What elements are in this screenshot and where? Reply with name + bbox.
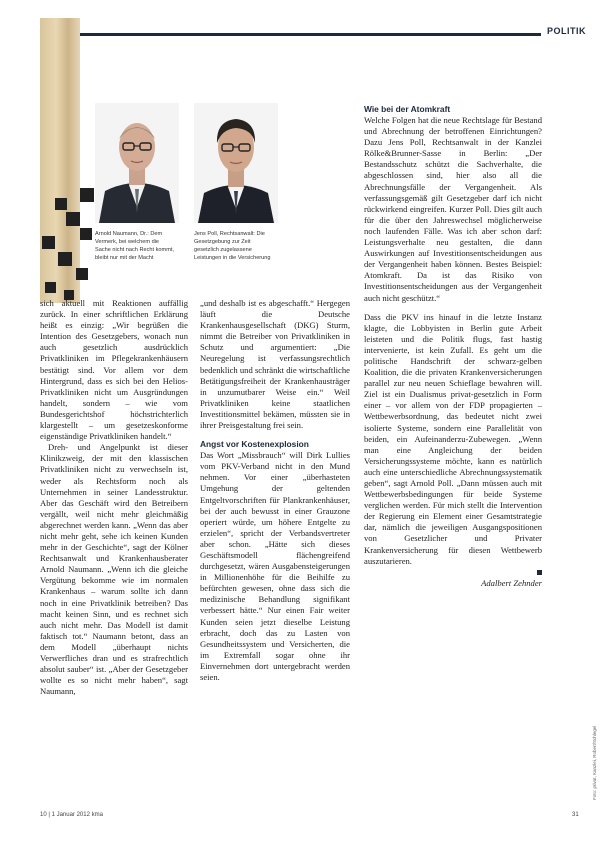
- decorative-square: [45, 282, 56, 293]
- article-column-2: [200, 298, 350, 798]
- author-signature: [364, 567, 542, 578]
- end-mark-icon: [537, 570, 542, 575]
- portrait-jens-poll: [194, 103, 278, 223]
- photo-caption-text: Arnold Naumann, Dr.: Dem Vermerk, bei welchem die Sache nicht nach Recht kommt, bleibt nur mit der Macht: [95, 231, 174, 261]
- decorative-square: [55, 198, 67, 210]
- paragraph: Dass die PKV ins hinauf in die letzte Instanz klagte, die Lobbyisten in Berlin gute Arbeit leisteten und die Politik flugs, fast hastig intervenierte, ist kein Zufall. Es geht um die politische Handschrift der schwarz-gelben Koalition, die die privaten Krankenversicherungen parallel zur neu neuen Schieflage bewahren will. Ziel ist ein Dualismus privat-gesetzlich in Form einer – vor allem von der FDP propagierten – Wettbewerbsordnung, das bedeutet nicht zwei isolierte Systeme, sondern eine Parallelität von beiden, ein Aufeinanderzu-Zubewegen. „Wenn man eine Angleichung der beiden Versicherungssysteme möchte, kann es natürlich auch eine unterschiedliche Abrechnungssystematik geben“, sagt Arnold Poll. „Dann müssen auch mit Wettbewerbsbedingungen für beide Systeme verglichen werden. Für mich stellt die Intervention der Regierung ein Element einer Gesamtstrategie dar, nämlich die jeweiligen Ausgangspositionen von Gesetzlicher und Privater Krankenversicherung für diesen Wettbewerb auszutarieren.: [364, 311, 542, 566]
- photo-caption-text: Jens Poll, Rechtsanwalt: Die Gesetzgebung zur Zeit gesetzlich zugelassene Leistungen in die Versicherung: [194, 231, 271, 261]
- paragraph: sich aktuell mit Reaktionen auffällig zurück. In einer schriftlichen Erklärung heißt es einzig: „Wir begrüßen die Intention des Gesetzgebers, wonach nun auch gesetzlich ausdrücklich Privatkliniken im Pflegekrankenhäusern bestätigt sind. Vor allem vor dem Hintergrund, dass es sich bei den Helios-Privatkliniken nicht um Ausgründungen handelt, sondern – wie vom Bundesgerichtshof höchstrichterlich klargestellt – um gesetzeskonforme eigenständige Privatkliniken handelt.“: [40, 298, 188, 442]
- decorative-square: [80, 228, 92, 240]
- subheading: Wie bei der Atomkraft: [364, 104, 451, 114]
- article-column-3: [364, 104, 542, 804]
- article-column-1: [40, 298, 188, 798]
- photo-caption-left: [95, 230, 175, 262]
- paragraph: Welche Folgen hat die neue Rechtslage für Bestand und Abrechnung der betroffenen Einrichtungen? Dazu Jens Poll, Rechtsanwalt in der Kanzlei Rölke&Brunner-Sasse in Berlin: „Der Bestandsschutz schützt die Sachverhalte, die abgeschlossen sind, hier also all die Abrechnungsfälle der Vergangenheit. Als verfassungsgemäß gilt Gesetzgeber darf ich nicht rückwirkend eingreifen. Kurzer Poll. Dies gilt auch für die über den Jahreswechsel möglicherweise noch laufenden Fälle. Was ich aber schon darf: Leistungsverhalte neu gestalten, die dann Auswirkungen auf Investitionsentscheidungen aus der Vergangenheit haben können. Bestes Beispiel: Atomkraft. Da ist das Risiko von Investitionsentscheidungen aus der Vergangenheit auch nicht geschützt.“: [364, 115, 542, 303]
- paragraph: Das Wort „Missbrauch“ will Dirk Lullies vom PKV-Verband nicht in den Mund nehmen. Vor einer „überhasteten Umgehung der geltenden Entgeltvorschriften für Plankrankenhäuser, bei der auch bewusst in einer Grauzone operiert würde, um höhere Entgelte zu erzielen“, spricht der Verbandsvertreter aber schon. „Hätte sich dieses Geschäftsmodell flächengreifend durchgesetzt, wären Ausgabensteigerungen in Millionenhöhe für die Beihilfe zu befürchten gewesen, ohne dass sich die medizinische Behandlung signifikant verbessert hätte.“ Nur einen Fair weiter Kunden seien jetzt dieselbe Leistung erbracht, doch das zu Lasten von Gesundheitssystem und Versicherten, die im Extremfall sogar ohne ihr Einvernehmen dort untergebracht werden seien.: [200, 450, 350, 682]
- header-rule: [40, 33, 586, 36]
- portrait-arnold-naumann: [95, 103, 179, 223]
- decorative-square: [66, 212, 80, 226]
- author-name: Adalbert Zehnder: [481, 577, 542, 588]
- decorative-square: [58, 252, 72, 266]
- photo-credit: Foto: privat, Kanzlei, Robert/Schlegel: [592, 725, 597, 800]
- decorative-square: [76, 268, 88, 280]
- decorative-square: [42, 236, 55, 249]
- page-number: 31: [572, 812, 579, 818]
- paragraph: „und deshalb ist es abgeschafft.“ Hergegen läuft die Deutsche Krankenhausgesellschaft (DKG) Sturm, nimmt die Betreiber von Privatkliniken in Schutz und argumentiert: „Die Neuregelung ist verfassungsrechtlich bedenklich und schränkt die wirtschaftliche Betätigungsfreiheit der Krankenhausträger in unzumutbarer Weise ein.“ Weil Privatkliniken keine staatlichen Investitionsmittel bekämen, müssten sie in ihrer Preisgestaltung frei sein.: [200, 298, 350, 431]
- decorative-square: [80, 188, 94, 202]
- paragraph: Dreh- und Angelpunkt ist dieser Klinikzweig, der mit den klassischen Privatkliniken nicht zu verwechseln ist, weder als Rechtsform noch als Unternehmen in seiner Landesstruktur. Aber das Geschäft wird den Betreibern vergällt, weil nicht mehr gleichmäßig abgerechnet werden kann. „Wenn das aber nicht mehr geht, sehe ich keinen Kunden mehr in der Geschichte“, sagt der Kölner Rechtsanwalt und Krankenhausberater Arnold Naumann. „Wenn ich die gleiche Vergütung bekomme wie im normalen Krankenhaus – warum sollte ich dann noch in eine Privatklinik betreiben? Das macht keinen Sinn, und es rechnet sich auch nicht mehr. Das Modell ist damit faktisch tot.“ Naumann betont, dass an dem Modell „überhaupt nichts Verwerfliches dran und es strafrechtlich absolut sauber“ ist. „Aber der Gesetzgeber wollte es so nicht mehr haben“, sagt Naumann,: [40, 442, 188, 697]
- section-label: POLITIK: [541, 26, 592, 36]
- footer-publication: 10 | 1 Januar 2012 kma: [40, 812, 103, 818]
- subheading: Angst vor Kostenexplosion: [200, 439, 309, 450]
- photo-caption-right: [194, 230, 274, 262]
